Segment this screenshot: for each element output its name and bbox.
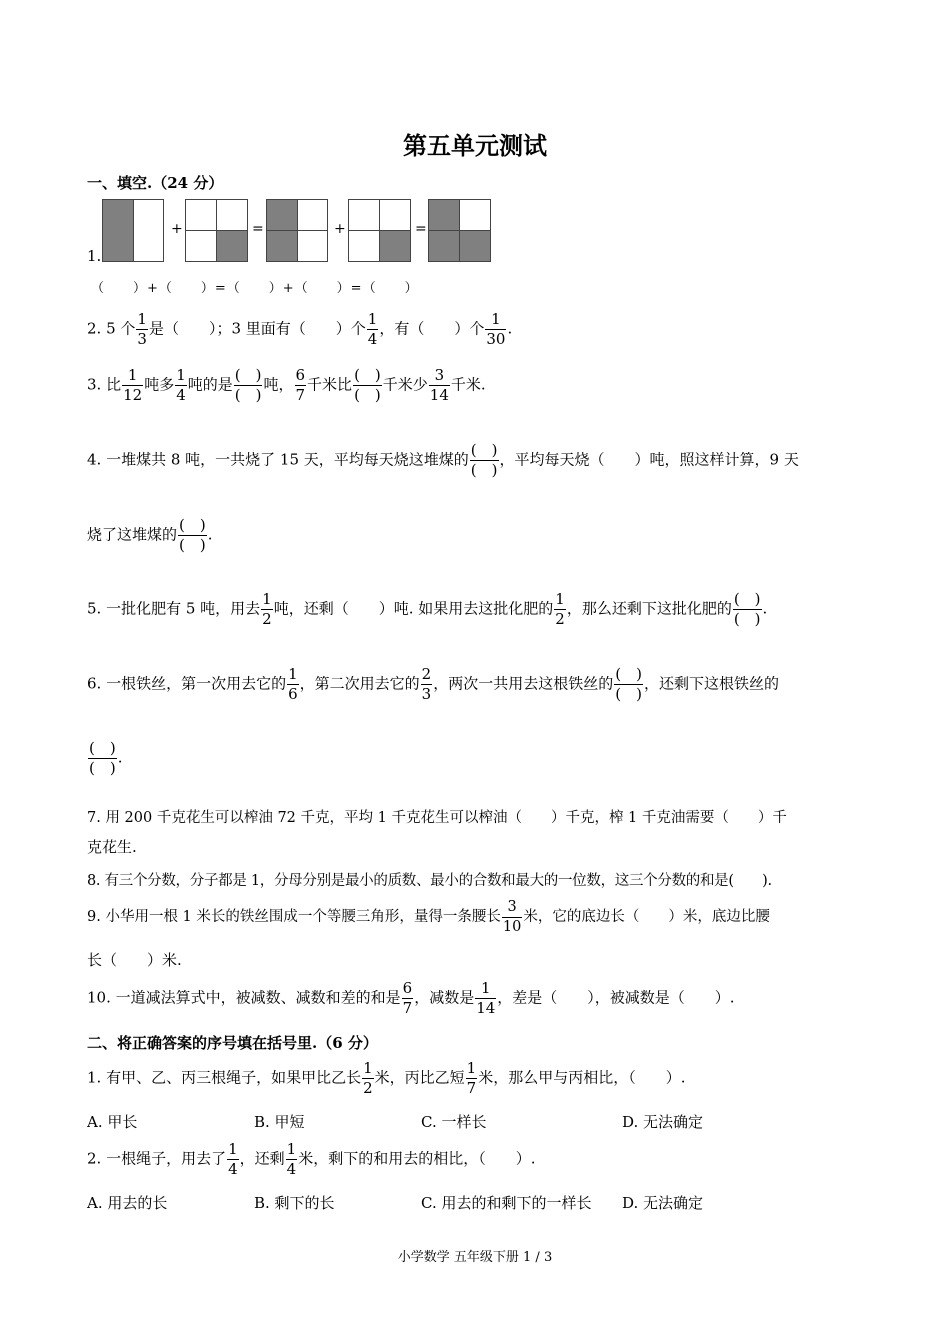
page-title: 第五单元测试 (403, 131, 547, 160)
fraction-box-3 (266, 199, 328, 262)
fraction: $\frac{6}{7}$ (402, 979, 413, 1017)
fraction: $\frac{1}{4}$ (176, 366, 186, 404)
mc2-option-c[interactable]: C. 用去的和剩下的一样长 (421, 1194, 592, 1212)
fraction: $\frac{1}{4}$ (228, 1140, 238, 1178)
blank-fraction: $\frac{( )}{( )}$ (733, 590, 761, 628)
fraction: $\frac{1}{4}$ (367, 310, 378, 348)
mc-question-1: 1. 有甲、乙、丙三根绳子，如果甲比乙长 $\frac{1}{2}$ 米，丙比乙短 $\frac{1}{7}$ 米，那么甲与丙相比，（ ）. (87, 1059, 686, 1097)
question-3: 3. 比 $\frac{1}{12}$ 吨多 $\frac{1}{4}$ 吨的是 $\frac{( )}{( )}$ 吨， $\frac{6}{7}$ 千米比 $\frac{( )}{( )}$ 千米少 $\frac{3}{14}$ 千米. (87, 366, 486, 404)
fraction: $\frac{3}{10}$ (502, 899, 522, 935)
question-4-line-2: 烧了这堆煤的 $\frac{( )}{( )}$ . (87, 516, 213, 554)
blank-fraction: $\frac{( )}{( )}$ (234, 366, 262, 404)
plus-sign-1: + (171, 221, 183, 237)
fraction: $\frac{6}{7}$ (295, 366, 306, 404)
mc-question-2: 2. 一根绳子，用去了 $\frac{1}{4}$ ，还剩 $\frac{1}{4}$ 米，剩下的和用去的相比，（ ）. (87, 1140, 536, 1178)
q1-number: 1. (87, 247, 102, 265)
question-10: 10. 一道减法算式中，被减数、减数和差的和是 $\frac{6}{7}$ ，减数是 $\frac{1}{14}$ ，差是（ ），被减数是（ ）. (87, 979, 735, 1017)
fraction: $\frac{1}{4}$ (286, 1140, 297, 1178)
question-4: 4. 一堆煤共 8 吨，一共烧了 15 天，平均每天烧这堆煤的 $\frac{( )}{( )}$ ，平均每天烧（ ）吨，照这样计算，9 天 (87, 441, 799, 479)
fraction: $\frac{1}{2}$ (363, 1059, 373, 1097)
fraction: $\frac{1}{7}$ (466, 1059, 477, 1097)
question-7-line-2: 克花生. (87, 838, 137, 856)
fraction-box-1 (102, 199, 164, 262)
question-2: 2. 5 个 $\frac{1}{3}$ 是（ ）；3 里面有（ ）个 $\frac{1}{4}$ ，有（ ）个 $\frac{1}{30}$ . (87, 310, 513, 348)
fraction-box-4 (348, 199, 411, 262)
equals-sign-1: = (252, 221, 264, 237)
fraction: $\frac{1}{2}$ (555, 590, 565, 628)
fraction: $\frac{3}{14}$ (429, 366, 449, 404)
question-7-line-1: 7. 用 200 千克花生可以榨油 72 千克，平均 1 千克花生可以榨油（ ）千克，榨 1 千克油需要（ ）千 (87, 810, 787, 826)
mc1-option-a[interactable]: A. 甲长 (87, 1113, 138, 1131)
blank-fraction: $\frac{( )}{( )}$ (615, 665, 642, 703)
page-footer: 小学数学 五年级下册 1 / 3 (397, 1250, 553, 1265)
blank-fraction: $\frac{( )}{( )}$ (179, 516, 206, 554)
mc1-option-b[interactable]: B. 甲短 (254, 1113, 305, 1131)
question-6: 6. 一根铁丝，第一次用去它的 $\frac{1}{6}$ ，第二次用去它的 $\frac{2}{3}$ ，两次一共用去这根铁丝的 $\frac{( )}{( )}$ ，还剩下这根铁丝的 (87, 665, 779, 703)
plus-sign-2: + (334, 221, 346, 237)
section-1-heading: 一、填空.（24 分） (87, 174, 224, 192)
question-6-line-2: $\frac{( )}{( )}$ . (89, 739, 123, 777)
fraction: $\frac{1}{30}$ (486, 310, 506, 348)
fraction: $\frac{1}{14}$ (476, 979, 496, 1017)
fraction-box-5 (428, 199, 491, 262)
mc2-option-a[interactable]: A. 用去的长 (87, 1194, 168, 1212)
blank-fraction: $\frac{( )}{( )}$ (89, 739, 116, 777)
mc2-option-b[interactable]: B. 剩下的长 (254, 1194, 335, 1212)
question-9: 9. 小华用一根 1 米长的铁丝围成一个等腰三角形，量得一条腰长 $\frac{3}{10}$ 米，它的底边长（ ）米，底边比腰 (87, 899, 770, 935)
fraction: $\frac{2}{3}$ (421, 665, 432, 703)
fraction: $\frac{1}{6}$ (288, 665, 298, 703)
fraction-box-2 (185, 199, 248, 262)
section-2-heading: 二、将正确答案的序号填在括号里.（6 分） (87, 1034, 378, 1052)
mc2-option-d[interactable]: D. 无法确定 (622, 1194, 704, 1212)
equals-sign-2: = (415, 221, 427, 237)
question-8: 8. 有三个分数，分子都是 1，分母分别是最小的质数、最小的合数和最大的一位数，这三个分数的和是( ). (87, 873, 772, 889)
fraction: $\frac{1}{3}$ (137, 310, 147, 348)
mc1-option-d[interactable]: D. 无法确定 (622, 1113, 704, 1131)
blank-fraction: $\frac{( )}{( )}$ (470, 441, 498, 479)
question-5: 5. 一批化肥有 5 吨，用去 $\frac{1}{2}$ 吨，还剩（ ）吨. 如果用去这批化肥的 $\frac{1}{2}$ ，那么还剩下这批化肥的 $\frac{( )}{( )}$ . (87, 590, 768, 628)
blank-fraction: $\frac{( )}{( )}$ (354, 366, 381, 404)
question-9-line-2: 长（ ）米. (87, 951, 182, 969)
q1-blank-line: （ ）+（ ）=（ ）+（ ）=（ ） (91, 281, 419, 296)
fraction: $\frac{1}{12}$ (123, 366, 143, 404)
mc1-option-c[interactable]: C. 一样长 (421, 1113, 487, 1131)
fraction: $\frac{1}{2}$ (262, 590, 272, 628)
